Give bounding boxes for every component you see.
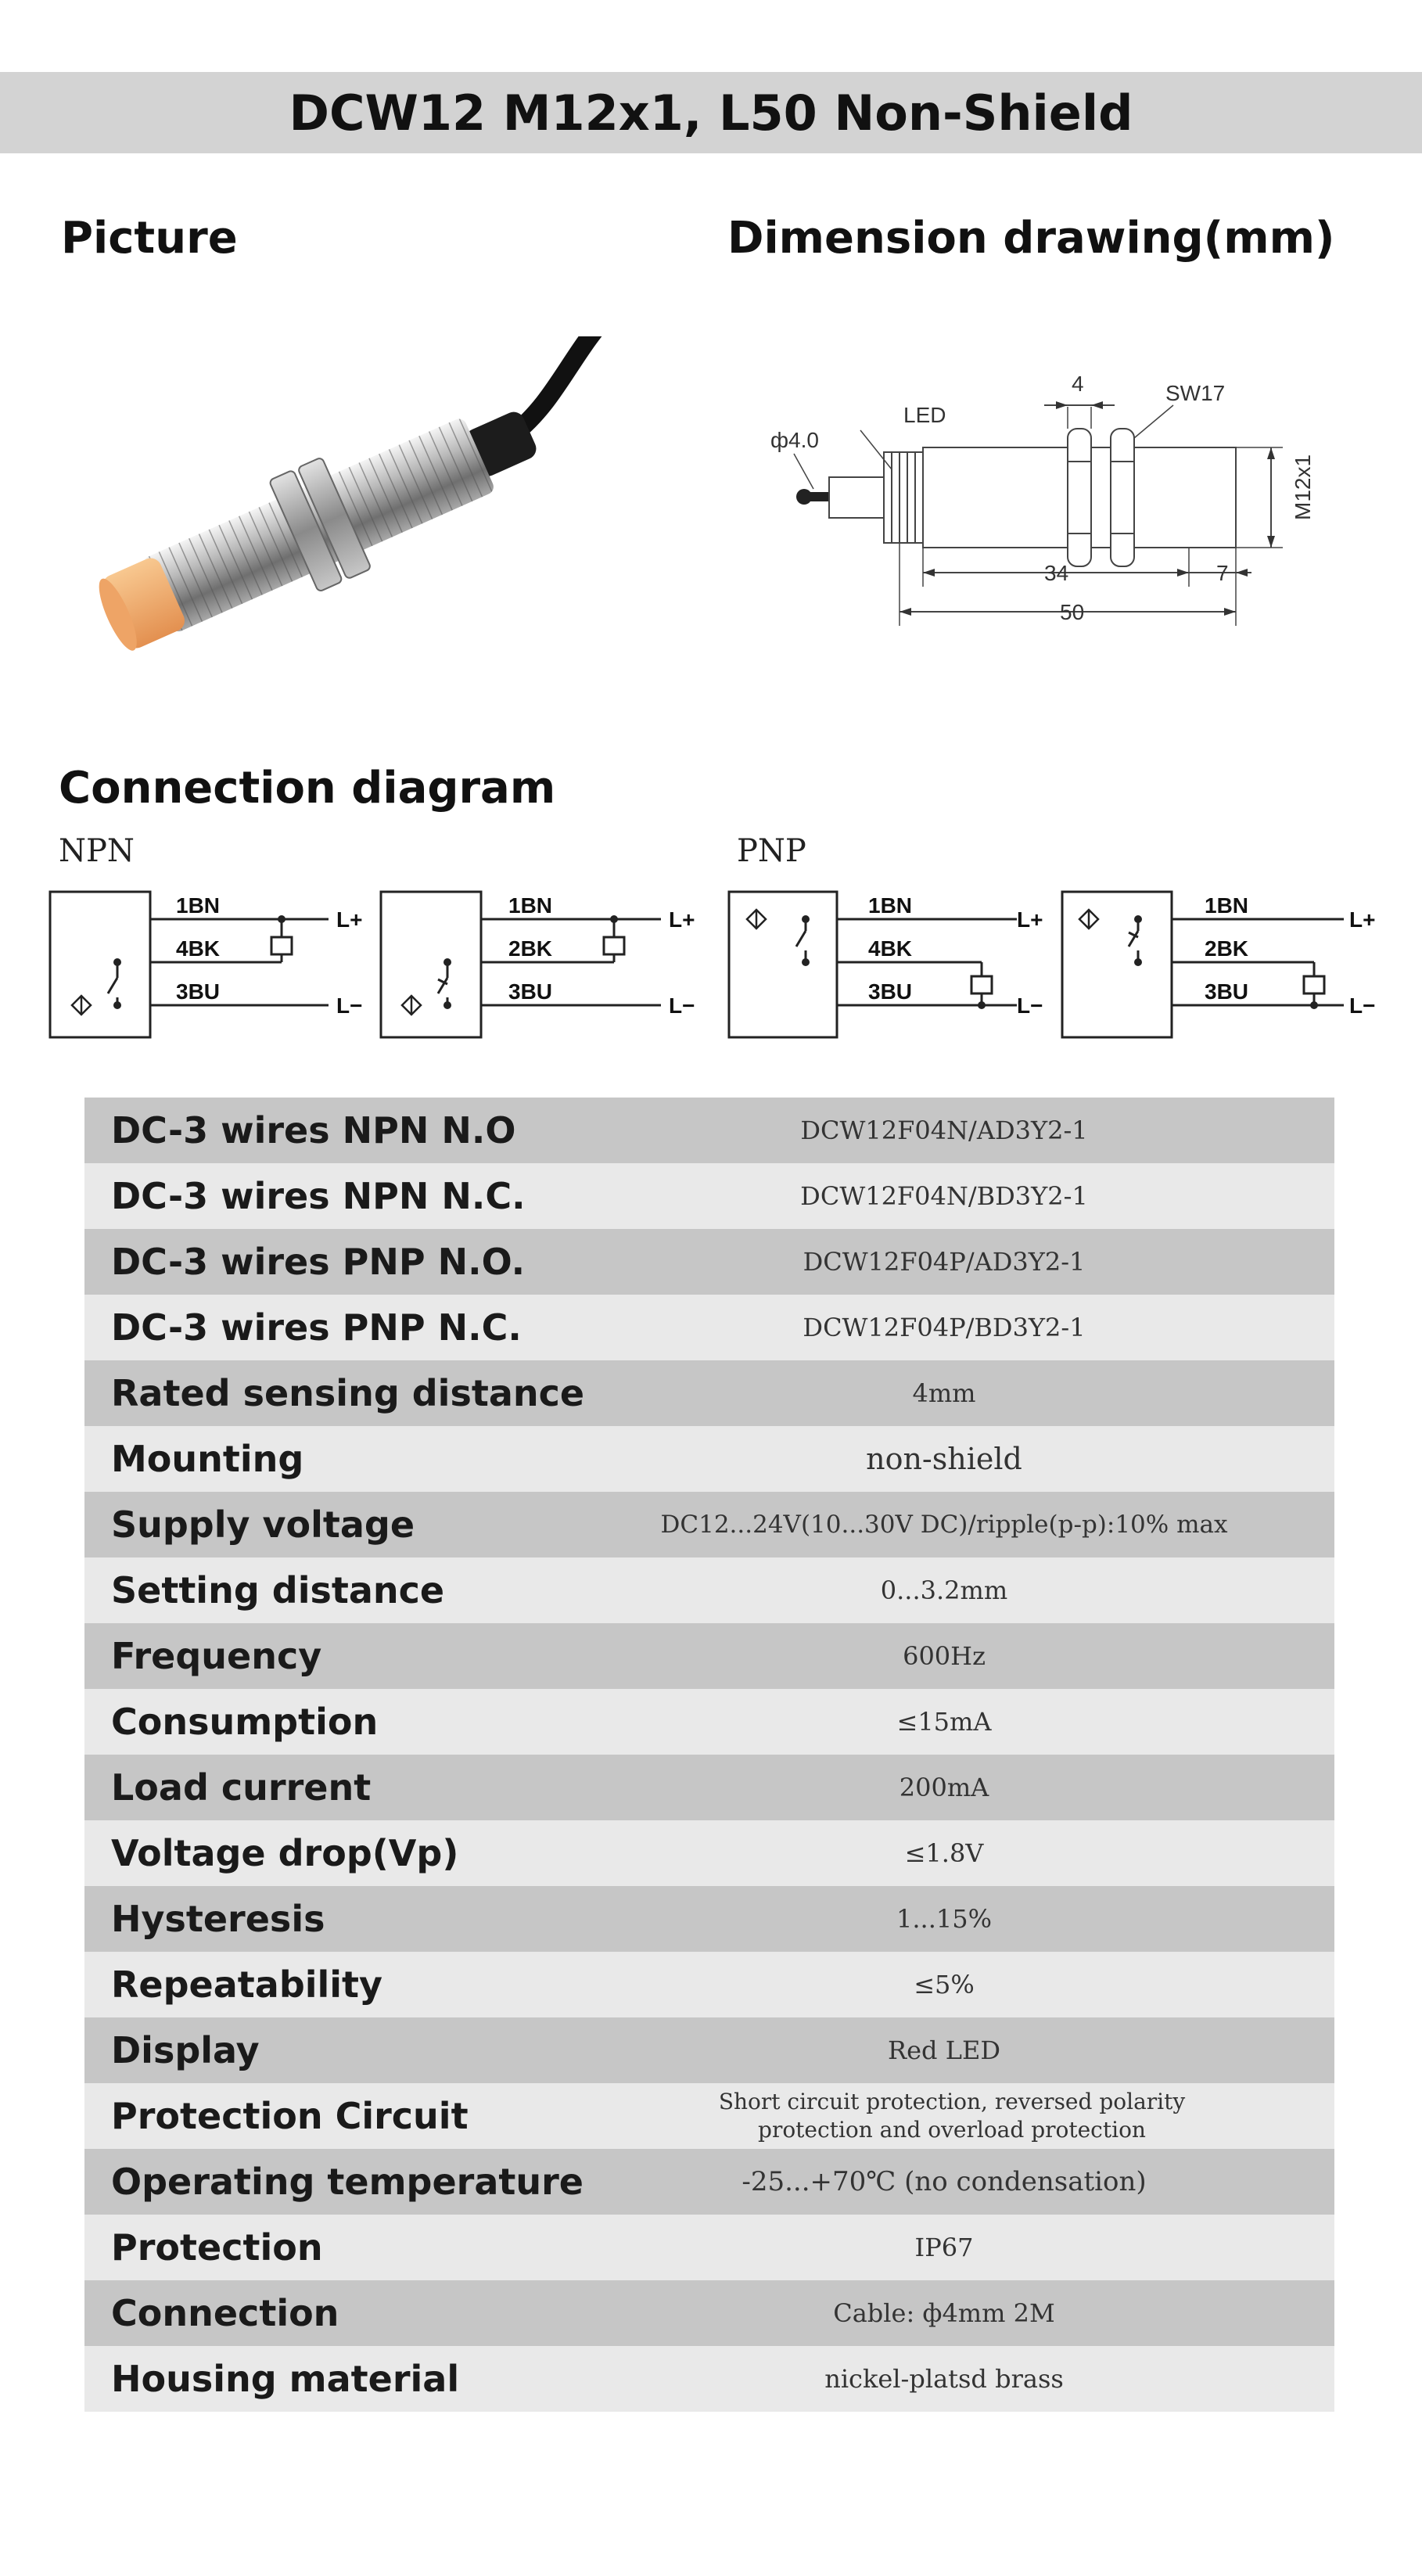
- spec-row: [84, 2215, 1334, 2280]
- dimension-heading: Dimension drawing(mm): [727, 213, 1335, 264]
- npn-label: NPN: [59, 833, 135, 869]
- wire-label: 2BK: [508, 936, 553, 961]
- wire-label: 3BU: [176, 979, 221, 1004]
- nut-width-label: 4: [1072, 372, 1084, 396]
- wire-label: 1BN: [176, 893, 221, 918]
- pnp-label: PNP: [737, 833, 806, 869]
- spec-row: [84, 1689, 1334, 1755]
- supply-minus-label: L−: [1349, 993, 1376, 1018]
- spec-label: Frequency: [111, 1635, 322, 1677]
- spec-row: [84, 1492, 1334, 1557]
- spec-value: Short circuit protection, reversed polarity protection and overload protection: [718, 2089, 1186, 2143]
- spec-row: [84, 1229, 1334, 1295]
- supply-plus-label: L+: [1017, 907, 1043, 932]
- wire-label: 4BK: [868, 936, 913, 961]
- picture-heading: Picture: [61, 213, 238, 264]
- connection-diagrams: [0, 884, 1422, 1048]
- spec-row: [84, 2280, 1334, 2346]
- spec-row: [84, 2346, 1334, 2412]
- supply-plus-label: L+: [1349, 907, 1376, 932]
- spec-label: Protection Circuit: [111, 2095, 469, 2137]
- spec-label: DC-3 wires NPN N.C.: [111, 1175, 526, 1217]
- spec-row: [84, 2083, 1334, 2149]
- spec-label: Rated sensing distance: [111, 1372, 585, 1414]
- spec-row: [84, 1098, 1334, 1163]
- spec-value: DCW12F04N/BD3Y2-1: [800, 1181, 1088, 1211]
- spec-row: [84, 1557, 1334, 1623]
- spec-label: Operating temperature: [111, 2161, 584, 2203]
- spec-row: [84, 1163, 1334, 1229]
- spec-label: Connection: [111, 2292, 339, 2334]
- dimension-drawing: [767, 360, 1330, 649]
- spec-value: IP67: [914, 2233, 974, 2262]
- supply-minus-label: L−: [336, 993, 363, 1018]
- spec-label: Consumption: [111, 1701, 379, 1743]
- wire-label: 3BU: [868, 979, 913, 1004]
- supply-plus-label: L+: [336, 907, 363, 932]
- spec-label: Protection: [111, 2226, 323, 2269]
- connection-heading: Connection diagram: [59, 763, 556, 814]
- spec-value: nickel-platsd brass: [824, 2364, 1064, 2394]
- spec-value: 200mA: [899, 1773, 989, 1802]
- wire-label: 1BN: [868, 893, 913, 918]
- spec-value: DCW12F04P/BD3Y2-1: [803, 1313, 1086, 1342]
- wire-label: 2BK: [1205, 936, 1249, 961]
- spec-label: Repeatability: [111, 1963, 383, 2006]
- spec-label: DC-3 wires NPN N.O: [111, 1109, 516, 1151]
- spec-label: DC-3 wires PNP N.O.: [111, 1241, 526, 1283]
- diameter-label: ф4.0: [770, 428, 819, 452]
- spec-label: Voltage drop(Vp): [111, 1832, 459, 1874]
- wire-label: 1BN: [508, 893, 553, 918]
- spec-value: 4mm: [912, 1378, 976, 1408]
- spec-row: [84, 1820, 1334, 1886]
- spec-row: [84, 1426, 1334, 1492]
- spec-value: DCW12F04N/AD3Y2-1: [800, 1116, 1088, 1145]
- spec-label: DC-3 wires PNP N.C.: [111, 1306, 522, 1349]
- spec-label: Housing material: [111, 2358, 460, 2400]
- spec-value: DC12...24V(10...30V DC)/ripple(p-p):10% max: [660, 1511, 1228, 1539]
- spec-value: 1...15%: [896, 1904, 992, 1934]
- total-length-label: 50: [1060, 600, 1085, 624]
- spec-value: ≤15mA: [896, 1707, 992, 1737]
- supply-plus-label: L+: [669, 907, 695, 932]
- wrench-size-label: SW17: [1165, 381, 1226, 405]
- sensor-product-image: [94, 336, 657, 681]
- spec-value: DCW12F04P/AD3Y2-1: [803, 1247, 1086, 1277]
- spec-value: Red LED: [888, 2035, 1000, 2065]
- spec-label: Load current: [111, 1766, 372, 1809]
- spec-value: non-shield: [866, 1442, 1022, 1476]
- spec-label: Setting distance: [111, 1569, 445, 1611]
- wire-label: 4BK: [176, 936, 221, 961]
- spec-value: ≤5%: [914, 1970, 975, 1999]
- spec-row: [84, 1623, 1334, 1689]
- spec-row: [84, 2017, 1334, 2083]
- wire-label: 1BN: [1205, 893, 1249, 918]
- spec-value: -25...+70℃ (no condensation): [742, 2166, 1147, 2197]
- spec-row: [84, 1952, 1334, 2017]
- spec-value: Cable: ф4mm 2M: [833, 2298, 1055, 2328]
- spec-row: [84, 1755, 1334, 1820]
- spec-label: Hysteresis: [111, 1898, 325, 1940]
- led-label: LED: [903, 403, 946, 427]
- wire-label: 3BU: [508, 979, 553, 1004]
- page-title: DCW12 M12x1, L50 Non-Shield: [0, 72, 1422, 153]
- spec-label: Mounting: [111, 1438, 304, 1480]
- spec-value: 600Hz: [903, 1641, 986, 1671]
- thread-length-label: 34: [1044, 561, 1069, 585]
- spec-table: [84, 1098, 1334, 2412]
- spec-row: [84, 1360, 1334, 1426]
- spec-label: Display: [111, 2029, 260, 2071]
- spec-label: Supply voltage: [111, 1504, 415, 1546]
- spec-row: [84, 1886, 1334, 1952]
- supply-minus-label: L−: [1017, 993, 1043, 1018]
- spec-value: ≤1.8V: [904, 1838, 984, 1868]
- supply-minus-label: L−: [669, 993, 695, 1018]
- spec-value: 0...3.2mm: [880, 1575, 1008, 1605]
- thread-size-label: M12x1: [1291, 454, 1315, 520]
- spec-row: [84, 2149, 1334, 2215]
- spec-row: [84, 1295, 1334, 1360]
- tip-length-label: 7: [1216, 561, 1229, 585]
- wire-label: 3BU: [1205, 979, 1249, 1004]
